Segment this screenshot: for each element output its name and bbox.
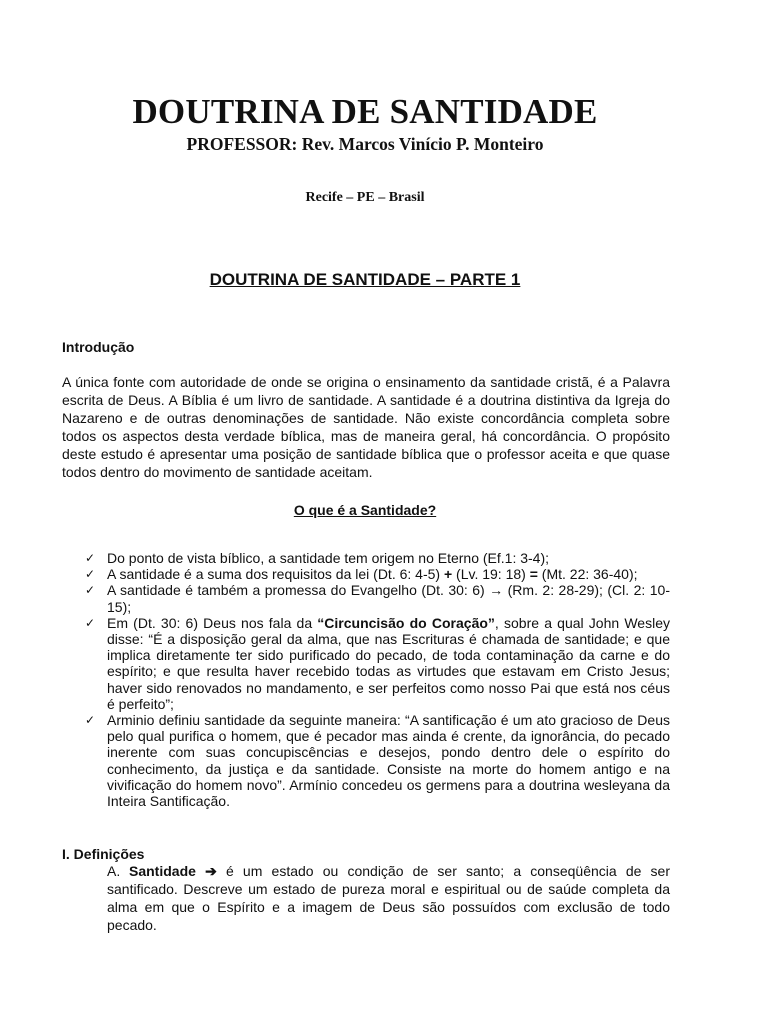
part-title: DOUTRINA DE SANTIDADE – PARTE 1 (209, 270, 521, 289)
definition-term: Santidade (129, 863, 196, 879)
plus-symbol: + (443, 566, 453, 583)
document-title: DOUTRINA DE SANTIDADE (132, 92, 598, 131)
professor-line: PROFESSOR: Rev. Marcos Vinício P. Monteiro (186, 134, 544, 154)
bullet-text: , sobre a qual John Wesley (494, 614, 670, 631)
wesley-quote: disse: “É a disposição geral da alma, que nas Escrituras é chamada de santidade; e que implica diretamente ter sido purificado do pecado, de toda contaminação da carne e do espírito; e que resulta haver recebido todas as virtudes que estavam em Cristo Jesus; haver sido renovados no mandamento, e ser perfeitos como nosso Pai que está nos céus é perfeito”; (107, 631, 670, 712)
circumcision-term: “Circuncisão do Coração” (317, 614, 495, 631)
location-line: Recife – PE – Brasil (305, 190, 425, 205)
intro-paragraph: A única fonte com autoridade de onde se origina o ensinamento da santidade cristã, é a Palavra escrita de Deus. A Bíblia é um livro de santidade. A santidade é a doutrina distintiva da Igreja do Nazareno e de outras denominações de santidade. Não existe concordância completa sobre todos os aspectos desta verdade bíblica, mas de maneira geral, há concordância. O propósito deste estudo é apresentar uma posição de santidade bíblica que o professor aceita e que quase todos dentro do movimento de santidade aceitam. (62, 374, 670, 480)
bullet-text: (Rm. 2: 28-29); (Cl. 2: 10-15); (107, 582, 670, 615)
bullet-text: Do ponto de vista bíblico, a santidade tem origem no Eterno (Ef.1: 3-4); (107, 550, 550, 566)
check-icon: ✓ (85, 551, 96, 565)
list-item (0, 582, 670, 614)
definitions-heading: I. Definições (62, 846, 145, 862)
bullet-text: Arminio definiu santidade da seguinte maneira: “A santificação é um ato gracioso de Deus pelo qual purifica o homem, que é pecador mas ainda é crente, da ignorância, do pecado inerente com suas concupiscências e desejos, pondo dentro dele o espírito do conhecimento, da justiça e da santidade. Consiste na morte do homem antigo e na vivificação do homem novo”. Armínio concedeu os germens para a doutrina wesleyana da Inteira Santificação. (107, 712, 670, 810)
bullet-text: Em (Dt. 30: 6) Deus nos fala da (107, 614, 318, 631)
arrow-right-icon: ➔ (205, 863, 217, 879)
arrow-right-icon: → (489, 582, 504, 599)
definition-item-a (107, 862, 670, 934)
bullet-text: A santidade é a suma dos requisitos da lei (Dt. 6: 4-5) (107, 566, 444, 583)
check-icon: ✓ (85, 713, 96, 728)
list-marker: A. (107, 863, 121, 879)
check-icon: ✓ (85, 615, 96, 630)
equals-symbol: = (529, 566, 538, 583)
bullet-text: (Lv. 19: 18) (452, 566, 530, 583)
list-item (0, 566, 670, 582)
question-heading: O que é a Santidade? (293, 502, 437, 518)
bullet-text: A santidade é também a promessa do Evangelho (Dt. 30: 6) (107, 582, 490, 599)
list-item (0, 712, 670, 809)
intro-heading: Introdução (62, 339, 135, 355)
check-icon: ✓ (85, 567, 96, 582)
holiness-bullet-list (0, 550, 700, 809)
list-item (0, 550, 670, 566)
list-item (0, 615, 670, 712)
bullet-text: (Mt. 22: 36-40); (537, 566, 638, 583)
definition-text: é um estado ou condição de ser santo; a conseqüência de ser santificado. Descreve um estado de pureza moral e espiritual ou de saúde completa da alma em que o Espírito e a imagem de Deus são possuídos com exclusão de todo pecado. (107, 863, 671, 933)
check-icon: ✓ (85, 583, 96, 598)
